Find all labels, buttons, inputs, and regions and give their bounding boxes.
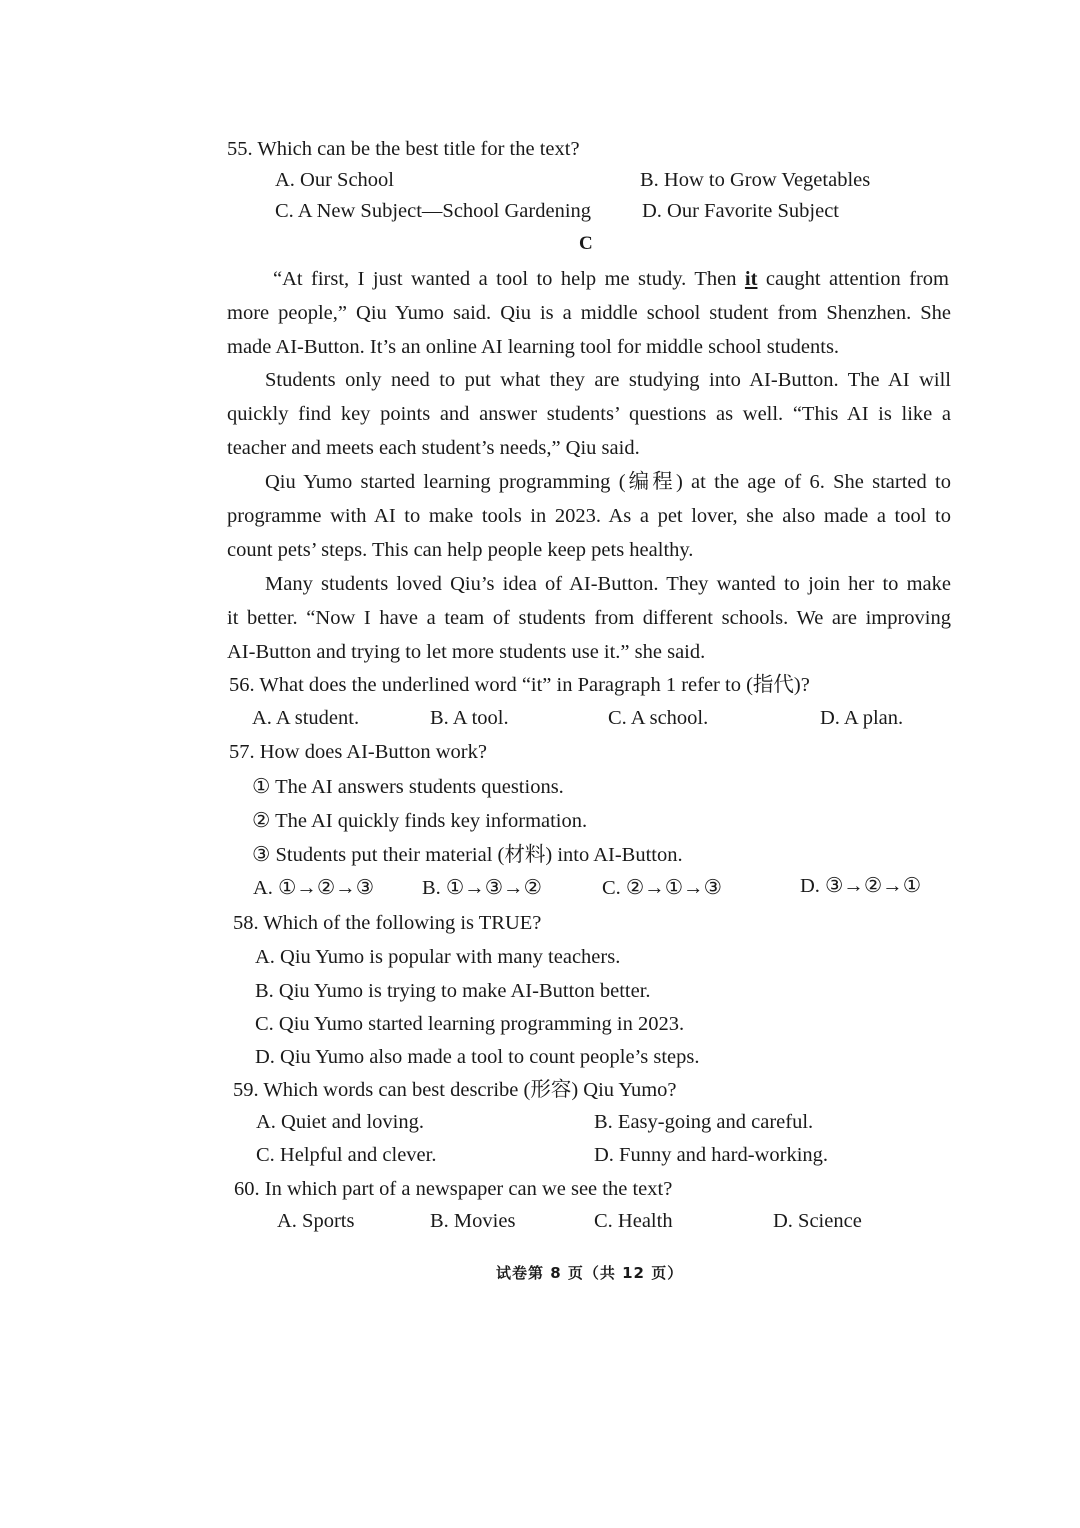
q55-option-d: D. Our Favorite Subject xyxy=(642,200,839,222)
passage-p1-line2: more people,” Qiu Yumo said. Qiu is a middle school student from Shenzhen. She xyxy=(227,302,951,324)
q57-stem: 57. How does AI-Button work? xyxy=(229,741,487,763)
q55-option-b: B. How to Grow Vegetables xyxy=(640,169,871,191)
passage-p3-line2: programme with AI to make tools in 2023. As a pet lover, she also made a tool to xyxy=(227,505,951,527)
passage-p4-line1: Many students loved Qiu’s idea of AI-Button. They wanted to join her to make xyxy=(265,573,951,595)
q55-stem: 55. Which can be the best title for the text? xyxy=(227,138,580,160)
passage-p1-line3: made AI-Button. It’s an online AI learning tool for middle school students. xyxy=(227,336,840,358)
q59-option-d: D. Funny and hard-working. xyxy=(594,1144,829,1166)
q58-option-a: A. Qiu Yumo is popular with many teachers. xyxy=(255,946,621,968)
q57-step-3: ③ Students put their material (材料) into AI-Button. xyxy=(252,844,683,866)
q58-option-d: D. Qiu Yumo also made a tool to count people’s steps. xyxy=(255,1046,700,1068)
q56-option-c: C. A school. xyxy=(608,707,709,729)
q60-option-a: A. Sports xyxy=(277,1210,355,1232)
q57-option-a: A. ①→②→③ xyxy=(253,877,375,899)
q57-step-1: ① The AI answers students questions. xyxy=(252,776,564,798)
q60-option-c: C. Health xyxy=(594,1210,673,1232)
passage-p2-line1: Students only need to put what they are studying into AI-Button. The AI will xyxy=(265,369,951,391)
q59-stem: 59. Which words can best describe (形容) Qiu Yumo? xyxy=(233,1079,677,1101)
q56-option-b: B. A tool. xyxy=(430,707,509,729)
q55-option-a: A. Our School xyxy=(275,169,395,191)
underlined-word: it xyxy=(744,268,758,290)
q59-option-a: A. Quiet and loving. xyxy=(256,1111,424,1133)
section-heading: C xyxy=(579,233,593,254)
q56-option-d: D. A plan. xyxy=(820,707,904,729)
passage-p4-line3: AI-Button and trying to let more students use it.” she said. xyxy=(227,641,706,663)
q57-option-c: C. ②→①→③ xyxy=(602,877,723,899)
q59-option-c: C. Helpful and clever. xyxy=(256,1144,437,1166)
q57-option-b: B. ①→③→② xyxy=(422,877,543,899)
passage-p2-line2: quickly find key points and answer students’ questions as well. “This AI is like a xyxy=(227,403,951,425)
q57-step-2: ② The AI quickly finds key information. xyxy=(252,810,588,832)
passage-p2-line3: teacher and meets each student’s needs,” Qiu said. xyxy=(227,437,640,459)
p1-text-a: “At first, I just wanted a tool to help me study. Then xyxy=(273,268,745,290)
q57-option-d: D. ③→②→① xyxy=(800,875,922,897)
q59-option-b: B. Easy-going and careful. xyxy=(594,1111,814,1133)
passage-p3-line3: count pets’ steps. This can help people keep pets healthy. xyxy=(227,539,694,561)
q58-stem: 58. Which of the following is TRUE? xyxy=(233,912,542,934)
q58-option-b: B. Qiu Yumo is trying to make AI-Button better. xyxy=(255,980,651,1002)
q60-stem: 60. In which part of a newspaper can we see the text? xyxy=(234,1178,673,1200)
p1-text-b: caught attention from xyxy=(757,268,949,290)
q60-option-b: B. Movies xyxy=(430,1210,516,1232)
q56-stem: 56. What does the underlined word “it” in Paragraph 1 refer to (指代)? xyxy=(229,674,810,696)
q58-option-c: C. Qiu Yumo started learning programming in 2023. xyxy=(255,1013,685,1035)
q56-option-a: A. A student. xyxy=(252,707,360,729)
passage-p3-line1: Qiu Yumo started learning programming (编程) at the age of 6. She started to xyxy=(265,471,951,493)
passage-p4-line2: it better. “Now I have a team of students from different schools. We are improving xyxy=(227,607,951,629)
q60-option-d: D. Science xyxy=(773,1210,862,1232)
passage-p1-line1 xyxy=(227,269,949,290)
q55-option-c: C. A New Subject—School Gardening xyxy=(275,200,592,222)
page-footer: 试卷第 8 页（共 12 页） xyxy=(496,1264,684,1282)
